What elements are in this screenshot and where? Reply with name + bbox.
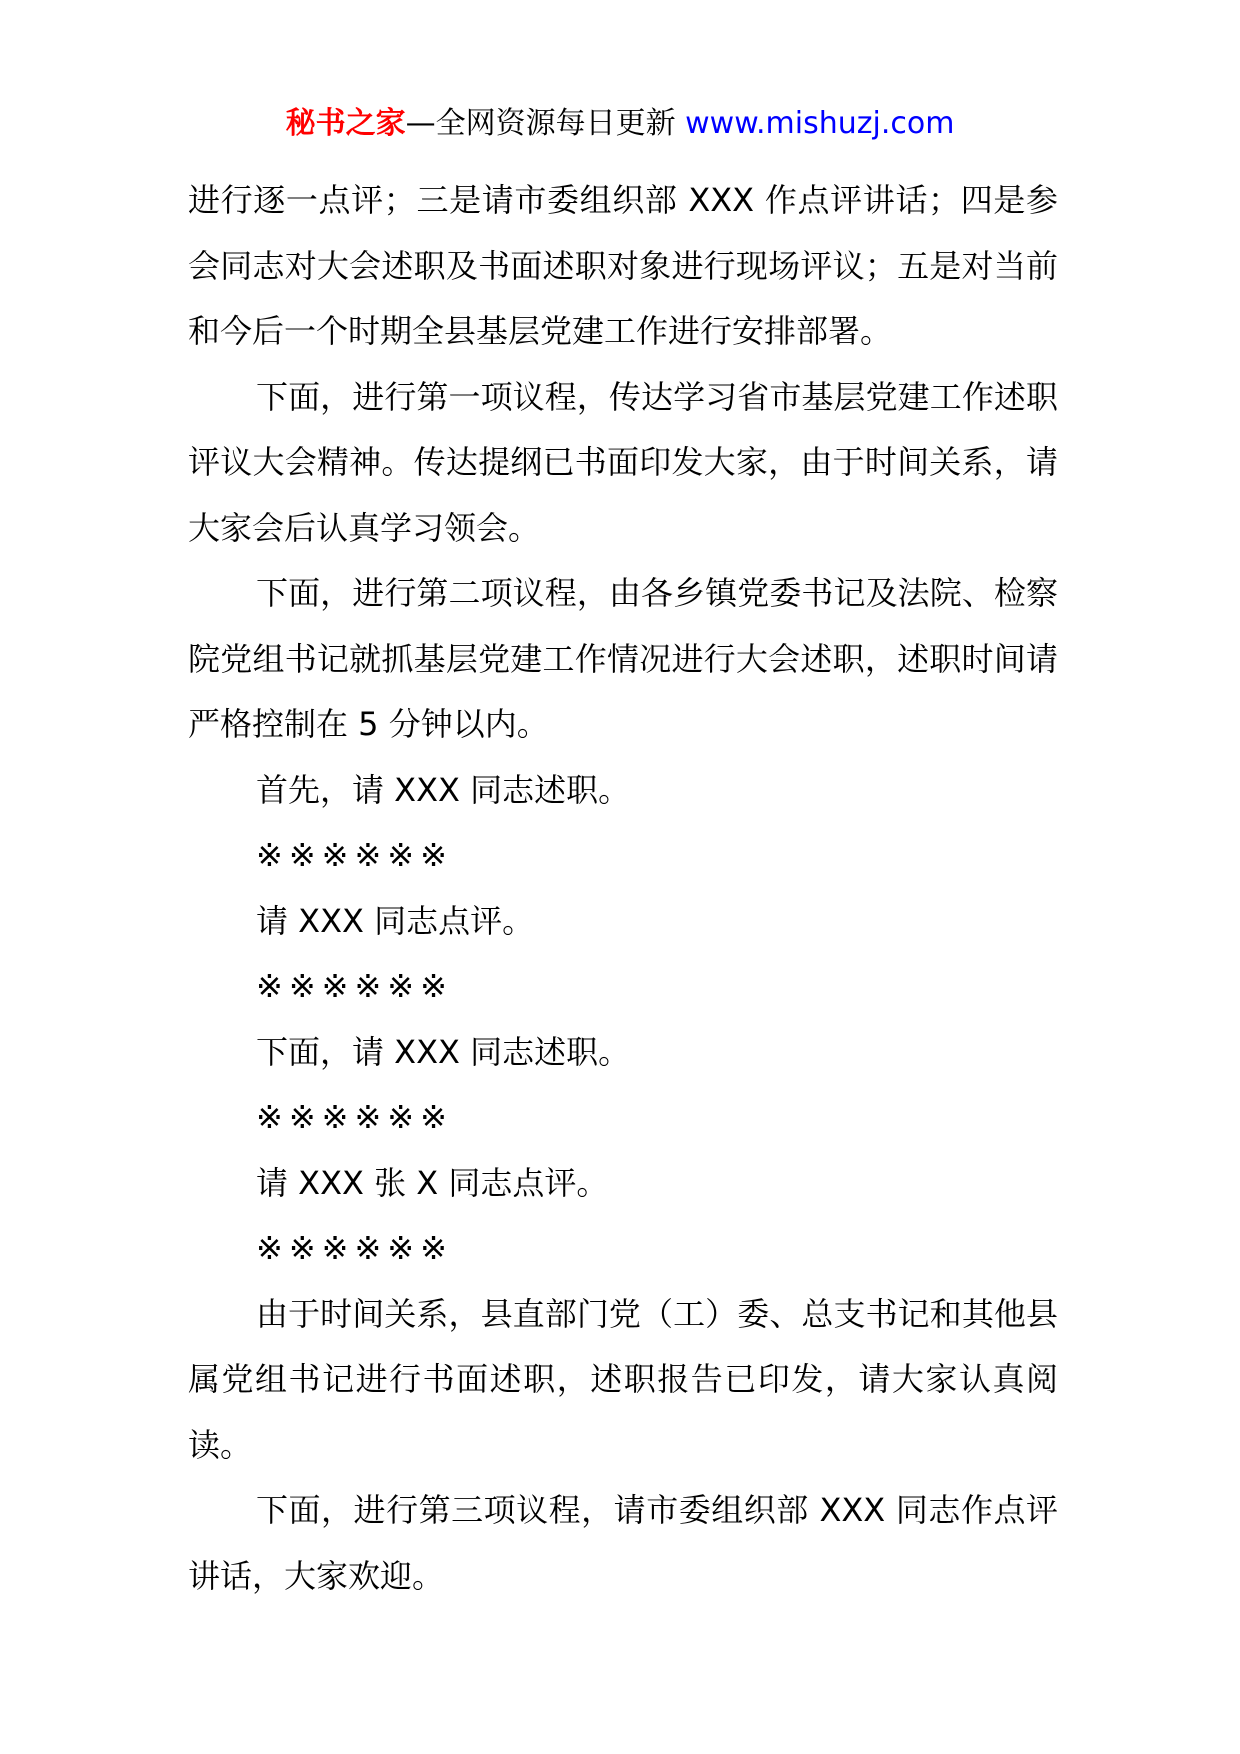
paragraph-agenda-three: 下面，进行第三项议程，请市委组织部 XXX 同志作点评讲话，大家欢迎。 — [188, 1491, 1058, 1595]
separator-marks: ※※※※※※ — [256, 1098, 453, 1136]
paragraph-agenda-one: 下面，进行第一项议程，传达学习省市基层党建工作述职评议大会精神。传达提纲已书面印发大家，由于时间关系，请大家会后认真学习领会。 — [188, 377, 1058, 547]
separator-marks: ※※※※※※ — [256, 967, 453, 1005]
site-slogan: —全网资源每日更新 — [405, 106, 676, 141]
paragraph-next-report: 下面，请 XXX 同志述职。 — [256, 1032, 631, 1071]
document-body — [188, 168, 1058, 1609]
separator-marks: ※※※※※※ — [256, 1229, 453, 1267]
page-header — [0, 104, 1240, 144]
separator-marks: ※※※※※※ — [256, 836, 453, 874]
paragraph-comment: 请 XXX 张 X 同志点评。 — [256, 1163, 609, 1202]
paragraph-comment: 请 XXX 同志点评。 — [256, 901, 535, 940]
paragraph-continuation: 进行逐一点评；三是请市委组织部 XXX 作点评讲话；四是参会同志对大会述职及书面述职对象进行现场评议；五是对当前和今后一个时期全县基层党建工作进行安排部署。 — [188, 181, 1058, 350]
paragraph-agenda-two: 下面，进行第二项议程，由各乡镇党委书记及法院、检察院党组书记就抓基层党建工作情况进行大会述职，述职时间请严格控制在 5 分钟以内。 — [188, 574, 1058, 743]
site-brand: 秘书之家 — [285, 106, 406, 141]
paragraph-written-report: 由于时间关系，县直部门党（工）委、总支书记和其他县属党组书记进行书面述职，述职报告已印发，请大家认真阅读。 — [188, 1294, 1058, 1464]
paragraph-first-report: 首先，请 XXX 同志述职。 — [256, 770, 631, 809]
site-url[interactable]: www.mishuzj.com — [685, 106, 955, 141]
